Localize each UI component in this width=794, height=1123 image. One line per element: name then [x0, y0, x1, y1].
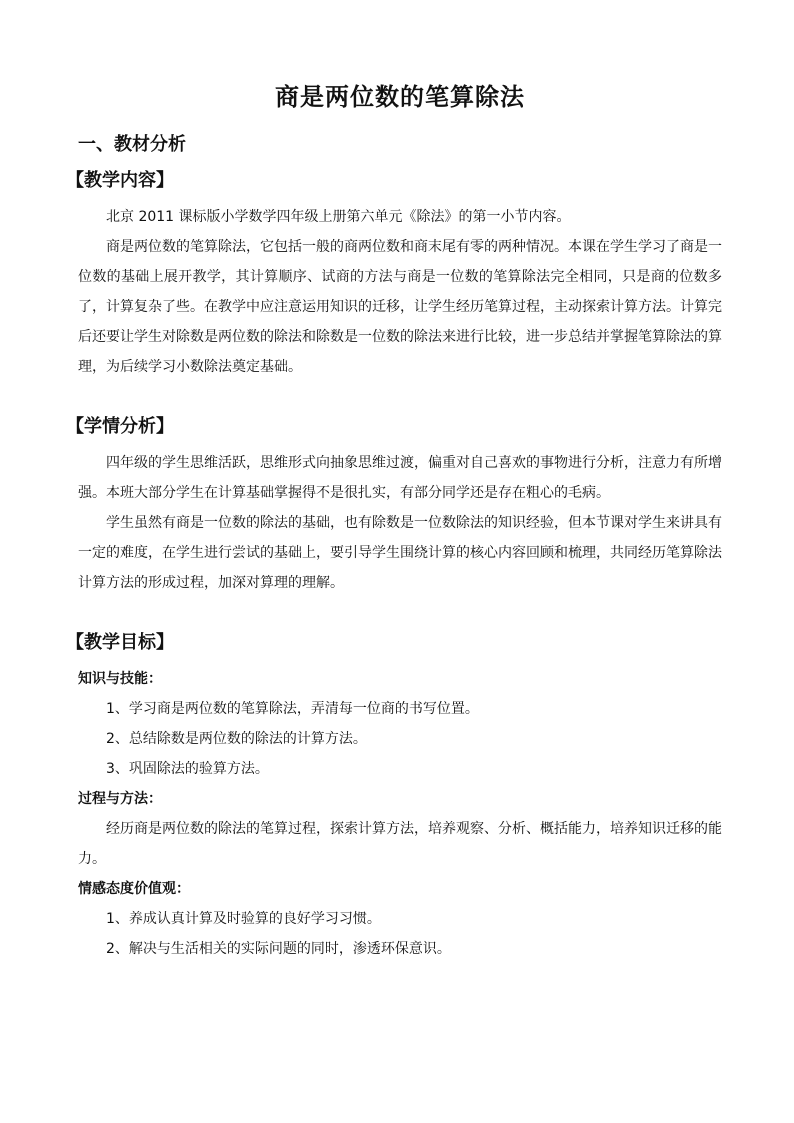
knowledge-goal-item: 3、巩固除法的验算方法。: [106, 761, 269, 777]
heading-student-analysis: 【学情分析】: [66, 416, 174, 437]
teaching-content-paragraph-1: 北京 2011 课标版小学数学四年级上册第六单元《除法》的第一小节内容。: [106, 209, 571, 225]
student-analysis-paragraph-1: 四年级的学生思维活跃，思维形式向抽象思维过渡，偏重对自己喜欢的事物进行分析，注意力有所增强。本班大部分学生在计算基础掌握得不是很扎实，有部分同学还是存在粗心的毛病。: [78, 455, 722, 501]
knowledge-goal-item: 1、学习商是两位数的笔算除法，弄清每一位商的书写位置。: [106, 701, 479, 717]
attitude-goal-item: 1、养成认真计算及时验算的良好学习习惯。: [106, 911, 381, 927]
spacer: [78, 598, 722, 628]
attitude-goal-item: 2、解决与生活相关的实际问题的同时，渗透环保意识。: [106, 941, 451, 957]
heading-teaching-content: 【教学内容】: [66, 170, 174, 191]
label-knowledge-skills: 知识与技能：: [78, 671, 162, 687]
knowledge-goal-item: 2、总结除数是两位数的除法的计算方法。: [106, 731, 367, 747]
heading-teaching-goals: 【教学目标】: [66, 632, 174, 653]
student-analysis-paragraph-2: 学生虽然有商是一位数的除法的基础，也有除数是一位数除法的知识经验，但本节课对学生来讲具有一定的难度，在学生进行尝试的基础上，要引导学生围绕计算的核心内容回顾和梳理，共同经历笔算除法计算方法的形成过程，加深对算理的理解。: [78, 515, 722, 591]
label-process-methods: 过程与方法：: [78, 791, 162, 807]
spacer: [78, 382, 722, 412]
document-title: 商是两位数的笔算除法: [275, 82, 525, 111]
process-goal-item: 经历商是两位数的除法的笔算过程，探索计算方法，培养观察、分析、概括能力，培养知识迁移的能力。: [78, 821, 722, 867]
label-attitude-values: 情感态度价值观：: [78, 881, 190, 897]
section-heading-material-analysis: 一、教材分析: [78, 134, 186, 155]
teaching-content-paragraph-2: 商是两位数的笔算除法，它包括一般的商两位数和商末尾有零的两种情况。本课在学生学习了商是一位数的基础上展开教学，其计算顺序、试商的方法与商是一位数的笔算除法完全相同，只是商的位数多了，计算复杂了些。在教学中应注意运用知识的迁移，让学生经历笔算过程，主动探索计算方法。计算完后还要让学生对除数是两位数的除法和除数是一位数的除法来进行比较，进一步总结并掌握笔算除法的算理，为后续学习小数除法奠定基础。: [78, 239, 722, 375]
